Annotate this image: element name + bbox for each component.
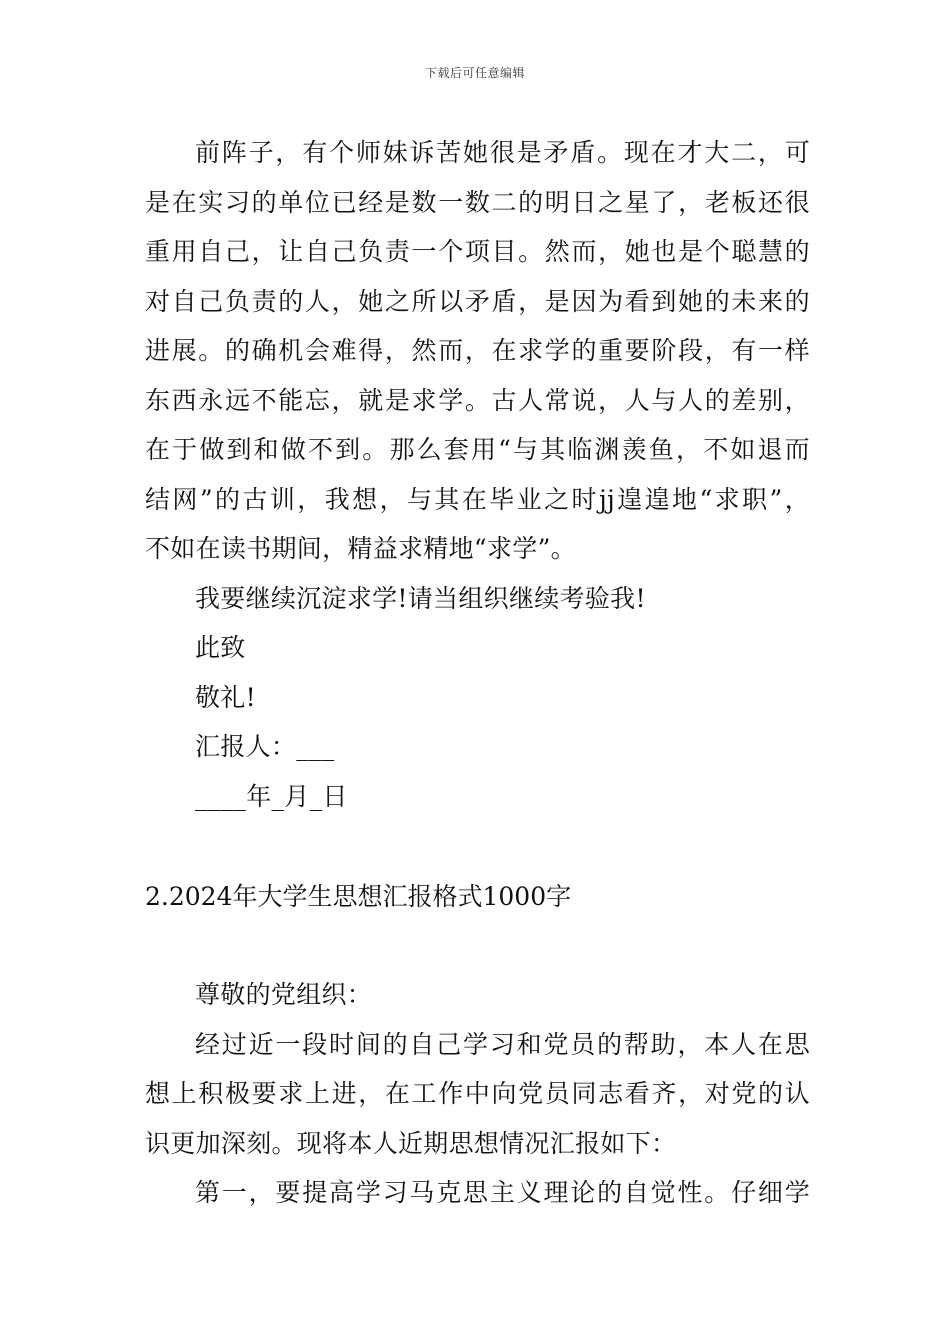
section-title: 2.2024年大学生思想汇报格式1000字 xyxy=(145,882,572,911)
closing-line: 我要继续沉淀求学!请当组织继续考验我! xyxy=(195,583,646,613)
paragraph-line: 结网”的古训，我想，与其在毕业之时jj遑遑地“求职”， xyxy=(145,484,810,514)
page-header: 下载后可任意编辑 xyxy=(424,66,525,80)
section-body xyxy=(145,970,810,1218)
paragraph-line: 前阵子，有个师妹诉苦她很是矛盾。现在才大二，可 xyxy=(195,138,810,167)
paragraph-line: 东西永远不能忘，就是求学。古人常说，人与人的差别， xyxy=(145,385,810,415)
paragraph-line: 重用自己，让自己负责一个项目。然而，她也是个聪慧的 xyxy=(145,237,810,266)
paragraph-line: 不如在读书期间，精益求精地“求学”。 xyxy=(145,534,576,563)
reporter-line: 汇报人：___ xyxy=(195,732,335,761)
paragraph-line: 进展。的确机会难得，然而，在求学的重要阶段，有一样 xyxy=(145,336,810,365)
paragraph-line: 第一，要提高学习马克思主义理论的自觉性。仔细学 xyxy=(195,1178,810,1207)
paragraph-line: 在于做到和做不到。那么套用“与其临渊羡鱼，不如退而 xyxy=(145,435,810,464)
paragraph-line: 想上积极要求上进，在工作中向党员同志看齐，对党的认 xyxy=(145,1079,810,1108)
paragraph-line: 识更加深刻。现将本人近期思想情况汇报如下： xyxy=(145,1128,677,1158)
greeting-line: 尊敬的党组织： xyxy=(195,980,373,1009)
paragraph-line: 经过近一段时间的自己学习和党员的帮助，本人在思 xyxy=(195,1029,810,1059)
date-line: ____年_月_日 xyxy=(195,781,348,811)
paragraph-line: 对自己负责的人，她之所以矛盾，是因为看到她的未来的 xyxy=(145,286,810,316)
salutation-line: 此致 xyxy=(195,633,246,662)
salutation-line: 敬礼! xyxy=(195,682,256,712)
letter-body xyxy=(145,128,810,821)
paragraph-line: 是在实习的单位已经是数一数二的明日之星了，老板还很 xyxy=(145,187,810,217)
